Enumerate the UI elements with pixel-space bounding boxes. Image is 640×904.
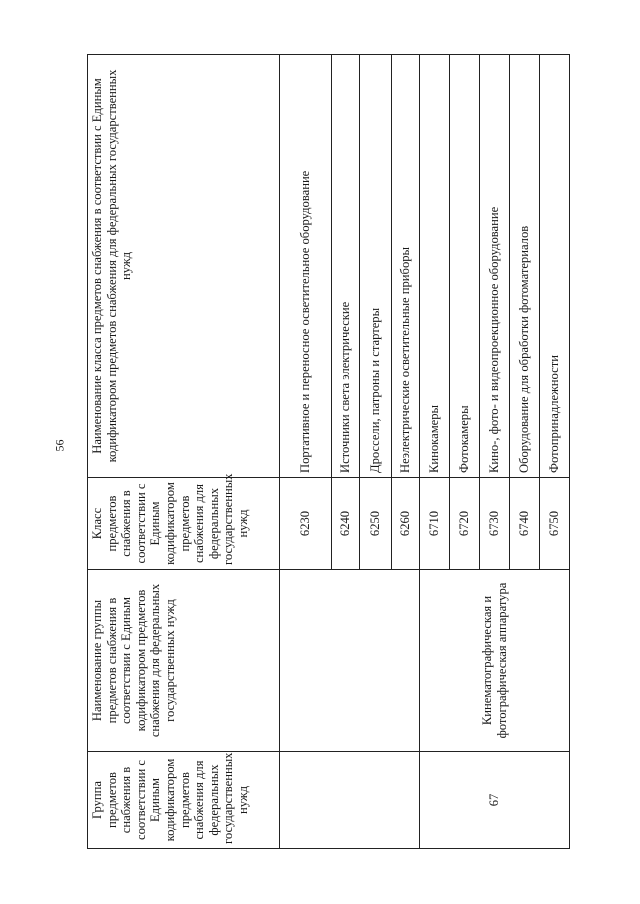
class-name: Портативное и переносное осветительное оборудование — [280, 55, 332, 478]
table-row — [280, 55, 332, 849]
group-code: 67 — [420, 752, 570, 849]
supply-classification-table — [87, 54, 570, 849]
class-name: Дроссели, патроны и стартеры — [360, 55, 392, 478]
header-group-code: Группа предметов снабжения в соответствии с Единым кодификатором предметов снабжения для федеральных государственных нужд — [88, 752, 280, 849]
class-name: Фотокамеры — [450, 55, 480, 478]
page-number: 56 — [52, 439, 67, 452]
class-code: 6240 — [332, 478, 360, 570]
group-name: Кинематографическая и фотографическая аппаратура — [420, 570, 570, 752]
header-class-name: Наименование класса предметов снабжения в соответствии с Единым кодификатором предметов снабжения для федеральных государственных нужд — [88, 55, 280, 478]
class-code: 6230 — [280, 478, 332, 570]
group-name-cell-empty — [280, 570, 420, 752]
class-code: 6710 — [420, 478, 450, 570]
table-row — [420, 55, 450, 849]
class-name: Кино-, фото- и видеопроекционное оборудование — [480, 55, 510, 478]
header-class-code: Класс предметов снабжения в соответствии с Единым кодификатором предметов снабжения для федеральных государственных нужд — [88, 478, 280, 570]
header-group-name: Наименование группы предметов снабжения в соответствии с Единым кодификатором предметов снабжения для федеральных государственных нужд — [88, 570, 280, 752]
class-name: Кинокамеры — [420, 55, 450, 478]
class-code: 6740 — [510, 478, 540, 570]
header-row — [88, 55, 280, 849]
rotated-table-container — [87, 55, 562, 849]
class-name: Оборудование для обработки фотоматериалов — [510, 55, 540, 478]
group-code-cell-empty — [280, 752, 420, 849]
class-name: Фотопринадлежности — [540, 55, 570, 478]
class-code: 6260 — [392, 478, 420, 570]
class-name: Источники света электрические — [332, 55, 360, 478]
class-code: 6250 — [360, 478, 392, 570]
class-name: Неэлектрические осветительные приборы — [392, 55, 420, 478]
class-code: 6720 — [450, 478, 480, 570]
class-code: 6750 — [540, 478, 570, 570]
class-code: 6730 — [480, 478, 510, 570]
